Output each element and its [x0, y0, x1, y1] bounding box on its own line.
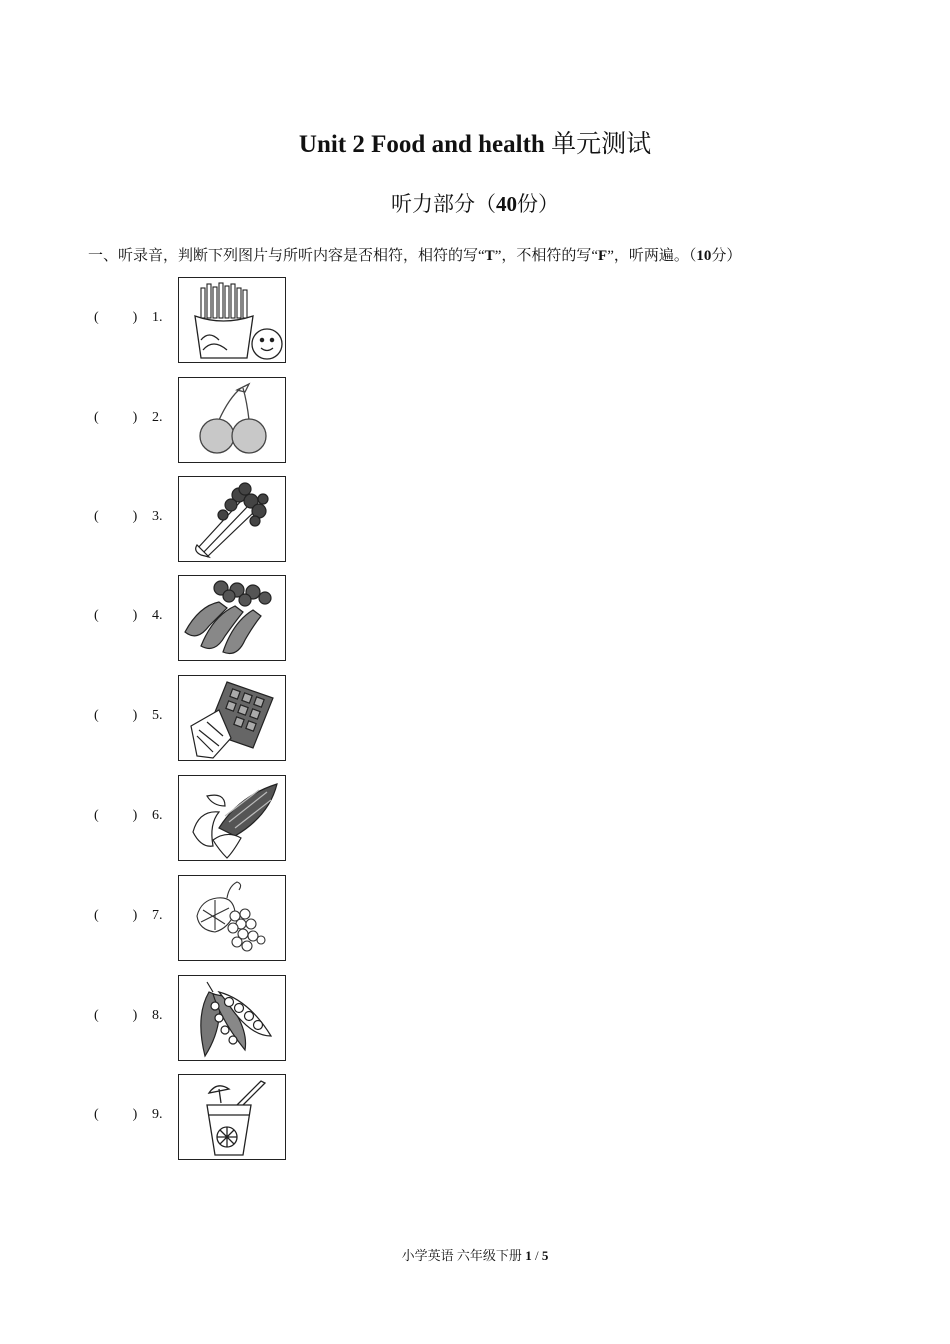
- paren-open: (: [94, 608, 99, 623]
- footer-text: 小学英语 六年级下册: [401, 1248, 522, 1263]
- item-number: 4.: [152, 608, 163, 623]
- false-mark: F: [598, 248, 608, 264]
- subtitle-prefix: 听力部分（: [391, 192, 496, 216]
- celery-icon: [178, 476, 286, 562]
- answer-blank[interactable]: [94, 608, 137, 624]
- answer-blank[interactable]: [94, 908, 137, 924]
- question-item-3: [92, 476, 292, 564]
- paren-open: (: [94, 509, 99, 524]
- item-number: 2.: [152, 410, 163, 425]
- page-number: 1: [525, 1248, 532, 1263]
- instruction-mid: ”，不相符的写“: [494, 248, 599, 264]
- answer-blank[interactable]: [94, 310, 137, 326]
- item-number: 9.: [152, 1107, 163, 1122]
- cherries-icon: [178, 377, 286, 463]
- item-number: 8.: [152, 1008, 163, 1023]
- paren-close: ): [132, 310, 138, 325]
- paren-open: (: [94, 1107, 99, 1122]
- subtitle-points: 40: [496, 192, 517, 216]
- title-cn: 单元测试: [551, 131, 652, 158]
- page-title: [0, 124, 950, 160]
- question-item-4: [92, 575, 292, 663]
- answer-blank[interactable]: [94, 509, 137, 525]
- true-mark: T: [484, 248, 495, 264]
- item-number: 6.: [152, 808, 163, 823]
- grapes-icon: [178, 875, 286, 961]
- paren-open: (: [94, 708, 99, 723]
- item-number: 1.: [152, 310, 163, 325]
- paren-close: ): [132, 410, 138, 425]
- answer-blank[interactable]: [94, 1107, 137, 1123]
- juice-icon: [178, 1074, 286, 1160]
- instruction-score: 10: [696, 248, 712, 264]
- paren-close: ): [132, 708, 138, 723]
- question-item-8: [92, 975, 292, 1063]
- instruction-prefix: 一、听录音，判断下列图片与所听内容是否相符，相符的写“: [88, 248, 485, 264]
- paren-close: ): [132, 908, 138, 923]
- question-item-7: [92, 875, 292, 963]
- carrots-icon: [178, 575, 286, 661]
- paren-close: ): [132, 608, 138, 623]
- paren-close: ): [132, 509, 138, 524]
- corn-icon: [178, 775, 286, 861]
- paren-open: (: [94, 808, 99, 823]
- section-heading: [0, 188, 950, 218]
- answer-blank[interactable]: [94, 808, 137, 824]
- item-number: 5.: [152, 708, 163, 723]
- item-number: 7.: [152, 908, 163, 923]
- page-separator: /: [534, 1248, 539, 1263]
- item-number: 3.: [152, 509, 163, 524]
- question-instruction: [88, 244, 888, 265]
- title-en: Unit 2 Food and health: [298, 131, 545, 158]
- chocolate-icon: [178, 675, 286, 761]
- paren-close: ): [132, 808, 138, 823]
- paren-open: (: [94, 1008, 99, 1023]
- question-item-6: [92, 775, 292, 863]
- question-item-9: [92, 1074, 292, 1162]
- page-total: 5: [541, 1248, 549, 1263]
- instruction-suffix: ”，听两遍。（: [607, 248, 697, 264]
- question-item-1: [92, 277, 292, 365]
- answer-blank[interactable]: [94, 708, 137, 724]
- french-fries-icon: [178, 277, 286, 363]
- paren-close: ): [132, 1107, 138, 1122]
- paren-open: (: [94, 410, 99, 425]
- paren-open: (: [94, 310, 99, 325]
- question-item-2: [92, 377, 292, 465]
- question-item-5: [92, 675, 292, 763]
- subtitle-suffix: 份）: [517, 192, 559, 216]
- page-footer: [0, 1245, 950, 1264]
- paren-close: ): [132, 1008, 138, 1023]
- answer-blank[interactable]: [94, 1008, 137, 1024]
- instruction-score-suffix: 分）: [711, 248, 742, 264]
- peas-icon: [178, 975, 286, 1061]
- paren-open: (: [94, 908, 99, 923]
- answer-blank[interactable]: [94, 410, 137, 426]
